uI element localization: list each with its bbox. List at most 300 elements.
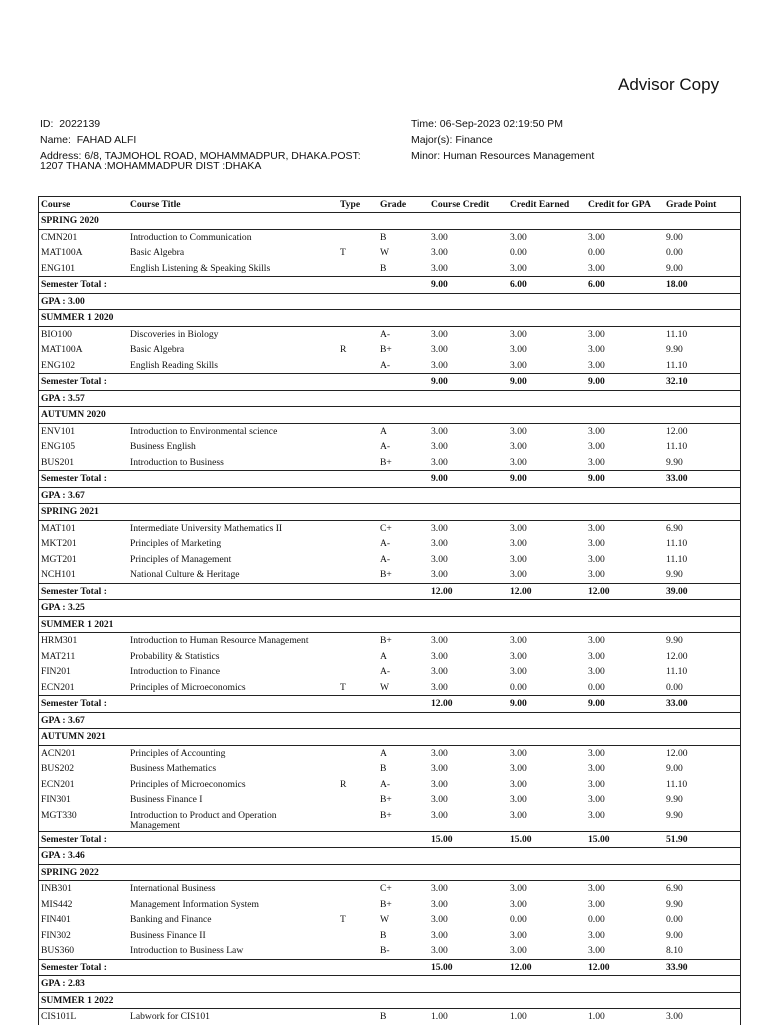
semester-gpa: GPA : 3.46	[41, 850, 85, 861]
name-label: Name:	[40, 134, 71, 146]
id-label: ID:	[40, 118, 54, 130]
course-grade: A	[380, 650, 387, 662]
course-title: Principles of Marketing	[130, 538, 222, 549]
grade-point: 11.10	[666, 553, 688, 565]
course-credit: 3.00	[431, 441, 448, 452]
semester-total-row	[39, 276, 740, 293]
credit-for-gpa: 0.00	[588, 247, 605, 258]
total-credit-gpa: 9.00	[588, 376, 605, 387]
total-grade-point: 51.90	[666, 833, 688, 845]
course-grade: A-	[380, 553, 391, 565]
semester-name: SPRING 2022	[41, 866, 99, 878]
grade-point: 9.90	[666, 794, 683, 805]
grade-point: 9.90	[666, 809, 683, 821]
course-code: BUS202	[41, 763, 75, 774]
course-code: ENV101	[41, 425, 76, 437]
grade-point: 9.00	[666, 763, 683, 774]
semester-total-label: Semester Total :	[41, 833, 107, 845]
credit-for-gpa: 3.00	[588, 231, 605, 243]
course-title: International Business	[130, 883, 216, 894]
total-course-credit: 15.00	[431, 833, 453, 845]
semester-gpa: GPA : 3.25	[41, 602, 85, 613]
student-name-row	[40, 132, 370, 148]
course-grade: A-	[380, 441, 391, 452]
course-credit: 3.00	[431, 425, 448, 437]
student-info-right	[411, 116, 741, 164]
course-grade: B-	[380, 945, 390, 956]
total-grade-point: 18.00	[666, 279, 688, 290]
course-grade: B+	[380, 635, 392, 646]
course-title: English Reading Skills	[130, 359, 218, 371]
course-code: MAT211	[41, 650, 76, 662]
course-credit: 1.00	[431, 1011, 448, 1022]
credit-earned: 3.00	[510, 553, 527, 565]
semester-heading	[39, 729, 740, 746]
minor-value: Human Resources Management	[443, 150, 595, 162]
semester-gpa-row	[39, 293, 740, 311]
grade-point: 9.00	[666, 262, 683, 274]
table-row	[39, 342, 740, 358]
course-credit: 3.00	[431, 809, 448, 821]
table-row	[39, 358, 740, 374]
grade-point: 11.10	[666, 778, 688, 790]
credit-for-gpa: 3.00	[588, 898, 605, 910]
credit-for-gpa: 3.00	[588, 809, 605, 821]
grade-point: 11.10	[666, 538, 688, 549]
total-credit-gpa: 9.00	[588, 473, 605, 484]
total-course-credit: 12.00	[431, 585, 453, 597]
course-credit: 3.00	[431, 359, 448, 371]
table-row	[39, 943, 740, 959]
course-credit: 3.00	[431, 929, 448, 941]
course-grade: B+	[380, 344, 392, 355]
credit-for-gpa: 3.00	[588, 522, 605, 534]
semester-name: AUTUMN 2020	[41, 409, 106, 420]
semester-name: AUTUMN 2021	[41, 731, 106, 742]
course-credit: 3.00	[431, 898, 448, 910]
credit-earned: 0.00	[510, 681, 527, 693]
credit-for-gpa: 3.00	[588, 456, 605, 468]
table-row	[39, 552, 740, 568]
total-credit-earned: 15.00	[510, 833, 532, 845]
total-credit-gpa: 12.00	[588, 585, 610, 597]
semester-gpa-row	[39, 975, 740, 993]
semester-total-label: Semester Total :	[41, 279, 107, 290]
col-credit-gpa: Credit for GPA	[588, 199, 651, 210]
course-title: Introduction to Finance	[130, 666, 221, 677]
semester-gpa-row	[39, 487, 740, 505]
course-grade: W	[380, 914, 390, 925]
grade-point: 9.00	[666, 929, 683, 941]
grade-point: 3.00	[666, 1011, 683, 1022]
course-code: NCH101	[41, 569, 76, 580]
table-row	[39, 327, 740, 343]
course-grade: A-	[380, 538, 391, 549]
course-credit: 3.00	[431, 522, 448, 534]
course-credit: 3.00	[431, 794, 448, 805]
course-grade: B	[380, 1011, 387, 1022]
course-title: Basic Algebra	[130, 247, 185, 258]
course-credit: 3.00	[431, 763, 448, 774]
table-row	[39, 928, 740, 944]
total-course-credit: 9.00	[431, 376, 448, 387]
credit-for-gpa: 3.00	[588, 569, 605, 580]
col-course-credit: Course Credit	[431, 199, 490, 210]
credit-for-gpa: 0.00	[588, 681, 605, 693]
semester-total-row	[39, 583, 740, 600]
credit-earned: 0.00	[510, 914, 527, 925]
grade-point: 11.10	[666, 666, 688, 677]
course-credit: 3.00	[431, 553, 448, 565]
course-code: ENG101	[41, 262, 76, 274]
course-title: Business Finance I	[130, 794, 203, 805]
table-row	[39, 664, 740, 680]
course-grade: B	[380, 929, 387, 941]
course-credit: 3.00	[431, 914, 448, 925]
credit-earned: 3.00	[510, 456, 527, 468]
credit-earned: 1.00	[510, 1011, 527, 1022]
course-code: FIN301	[41, 794, 71, 805]
course-type: R	[340, 778, 347, 790]
grade-point: 0.00	[666, 914, 683, 925]
table-row	[39, 1009, 740, 1025]
table-row	[39, 567, 740, 583]
credit-for-gpa: 3.00	[588, 441, 605, 452]
course-title: Banking and Finance	[130, 914, 212, 925]
col-course: Course	[41, 199, 71, 210]
table-row	[39, 912, 740, 928]
course-code: BUS360	[41, 945, 75, 956]
grade-point: 9.90	[666, 456, 683, 468]
credit-earned: 3.00	[510, 929, 527, 941]
course-type: T	[340, 681, 346, 693]
table-row	[39, 536, 740, 552]
course-grade: A-	[380, 778, 391, 790]
course-title: Business Finance II	[130, 929, 206, 941]
course-title: Introduction to Product and Operation Management	[130, 809, 277, 831]
table-row	[39, 245, 740, 261]
course-title: Basic Algebra	[130, 344, 185, 355]
semester-gpa: GPA : 3.67	[41, 489, 85, 501]
credit-earned: 3.00	[510, 344, 527, 355]
credit-earned: 3.00	[510, 898, 527, 910]
col-type: Type	[340, 199, 361, 210]
course-grade: B+	[380, 809, 392, 821]
credit-earned: 3.00	[510, 262, 527, 274]
course-title: Introduction to Communication	[130, 231, 252, 243]
course-code: MGT201	[41, 553, 77, 565]
total-course-credit: 15.00	[431, 961, 453, 973]
table-row	[39, 680, 740, 696]
col-grade: Grade	[380, 199, 407, 210]
course-type: T	[340, 914, 346, 925]
course-grade: B	[380, 231, 387, 243]
credit-for-gpa: 3.00	[588, 747, 605, 759]
semester-gpa-row	[39, 599, 740, 617]
col-credit-earned: Credit Earned	[510, 199, 570, 210]
grade-point: 9.00	[666, 231, 683, 243]
grade-point: 6.90	[666, 883, 683, 894]
student-address-row	[40, 151, 370, 171]
course-grade: B	[380, 763, 387, 774]
student-address: 6/8, TAJMOHOL ROAD, MOHAMMADPUR, DHAKA.POST: 1207 THANA :MOHAMMADPUR DIST :DHAKA	[40, 150, 361, 172]
transcript-table	[38, 196, 741, 1025]
credit-for-gpa: 0.00	[588, 914, 605, 925]
grade-point: 11.10	[666, 359, 688, 371]
semester-total-row	[39, 959, 740, 976]
credit-for-gpa: 3.00	[588, 929, 605, 941]
total-credit-gpa: 6.00	[588, 279, 605, 290]
course-title: Intermediate University Mathematics II	[130, 522, 283, 534]
credit-earned: 3.00	[510, 794, 527, 805]
total-course-credit: 9.00	[431, 279, 448, 290]
print-time: 06-Sep-2023 02:19:50 PM	[439, 118, 563, 130]
total-grade-point: 33.00	[666, 698, 688, 709]
grade-point: 12.00	[666, 747, 688, 759]
course-grade: A-	[380, 359, 391, 371]
course-grade: W	[380, 247, 390, 258]
table-body	[39, 213, 740, 1025]
student-info-left	[40, 116, 370, 171]
minor-row	[411, 148, 741, 164]
course-code: CMN201	[41, 231, 78, 243]
course-code: ECN201	[41, 681, 75, 693]
total-credit-earned: 9.00	[510, 473, 527, 484]
course-code: MAT101	[41, 522, 76, 534]
course-credit: 3.00	[431, 247, 448, 258]
semester-total-label: Semester Total :	[41, 473, 107, 484]
total-credit-earned: 9.00	[510, 376, 527, 387]
total-credit-gpa: 15.00	[588, 833, 610, 845]
semester-gpa-row	[39, 390, 740, 408]
semester-gpa-row	[39, 847, 740, 865]
major-value: Finance	[455, 134, 493, 146]
course-title: National Culture & Heritage	[130, 569, 240, 580]
course-title: English Listening & Speaking Skills	[130, 262, 271, 274]
grade-point: 0.00	[666, 681, 683, 693]
course-code: MAT100A	[41, 247, 83, 258]
course-grade: A	[380, 747, 387, 759]
semester-total-label: Semester Total :	[41, 698, 107, 709]
credit-earned: 3.00	[510, 231, 527, 243]
grade-point: 0.00	[666, 247, 683, 258]
student-name: FAHAD ALFI	[76, 134, 137, 146]
grade-point: 9.90	[666, 344, 683, 355]
course-title: Business English	[130, 441, 196, 452]
credit-earned: 3.00	[510, 522, 527, 534]
credit-earned: 3.00	[510, 359, 527, 371]
table-row	[39, 230, 740, 246]
semester-gpa: GPA : 3.57	[41, 392, 85, 404]
student-id: 2022139	[59, 118, 101, 130]
credit-for-gpa: 3.00	[588, 650, 605, 662]
credit-earned: 3.00	[510, 569, 527, 580]
course-code: MKT201	[41, 538, 77, 549]
course-grade: A	[380, 425, 387, 437]
table-row	[39, 424, 740, 440]
grade-point: 9.90	[666, 635, 683, 646]
total-grade-point: 33.00	[666, 473, 688, 484]
semester-name: SUMMER 1 2022	[41, 994, 114, 1006]
semester-name: SPRING 2020	[41, 215, 99, 226]
table-row	[39, 261, 740, 277]
total-credit-earned: 12.00	[510, 585, 532, 597]
grade-point: 11.10	[666, 328, 688, 340]
credit-for-gpa: 3.00	[588, 945, 605, 956]
credit-for-gpa: 3.00	[588, 666, 605, 677]
course-grade: C+	[380, 883, 392, 894]
course-title: Introduction to Business	[130, 456, 224, 468]
course-grade: B	[380, 262, 387, 274]
credit-earned: 3.00	[510, 763, 527, 774]
credit-earned: 3.00	[510, 945, 527, 956]
col-grade-point: Grade Point	[666, 199, 717, 210]
course-title: Probability & Statistics	[130, 650, 220, 662]
total-credit-earned: 6.00	[510, 279, 527, 290]
table-row	[39, 777, 740, 793]
total-course-credit: 9.00	[431, 473, 448, 484]
course-credit: 3.00	[431, 328, 448, 340]
course-code: MGT330	[41, 809, 77, 821]
credit-earned: 3.00	[510, 328, 527, 340]
credit-for-gpa: 3.00	[588, 794, 605, 805]
course-code: ACN201	[41, 747, 76, 759]
course-code: CIS101L	[41, 1011, 77, 1022]
course-credit: 3.00	[431, 666, 448, 677]
course-grade: A-	[380, 666, 391, 677]
credit-earned: 3.00	[510, 635, 527, 646]
course-credit: 3.00	[431, 456, 448, 468]
semester-name: SUMMER 1 2020	[41, 312, 114, 323]
table-row	[39, 455, 740, 471]
semester-total-label: Semester Total :	[41, 585, 107, 597]
course-title: Business Mathematics	[130, 763, 217, 774]
course-title: Introduction to Environmental science	[130, 425, 278, 437]
course-type: R	[340, 344, 347, 355]
total-credit-earned: 12.00	[510, 961, 532, 973]
course-credit: 3.00	[431, 231, 448, 243]
credit-for-gpa: 3.00	[588, 883, 605, 894]
course-title: Principles of Microeconomics	[130, 778, 246, 790]
credit-earned: 3.00	[510, 778, 527, 790]
semester-gpa-row	[39, 712, 740, 730]
course-title: Introduction to Business Law	[130, 945, 244, 956]
course-credit: 3.00	[431, 650, 448, 662]
credit-earned: 3.00	[510, 441, 527, 452]
minor-label: Minor:	[411, 150, 441, 162]
table-row	[39, 439, 740, 455]
course-code: BUS201	[41, 456, 75, 468]
course-credit: 3.00	[431, 344, 448, 355]
grade-point: 8.10	[666, 945, 683, 956]
course-grade: C+	[380, 522, 392, 534]
course-credit: 3.00	[431, 945, 448, 956]
course-code: ENG105	[41, 441, 76, 452]
semester-total-row	[39, 695, 740, 712]
course-code: MAT100A	[41, 344, 83, 355]
course-credit: 3.00	[431, 538, 448, 549]
major-label: Major(s):	[411, 134, 453, 146]
credit-for-gpa: 3.00	[588, 635, 605, 646]
course-grade: W	[380, 681, 390, 693]
time-row	[411, 116, 741, 132]
table-row	[39, 746, 740, 762]
credit-for-gpa: 3.00	[588, 359, 605, 371]
course-credit: 3.00	[431, 635, 448, 646]
total-credit-gpa: 12.00	[588, 961, 610, 973]
address-label: Address:	[40, 150, 82, 162]
course-grade: B+	[380, 794, 392, 805]
course-grade: B+	[380, 456, 392, 468]
table-row	[39, 808, 740, 831]
semester-total-row	[39, 470, 740, 487]
grade-point: 9.90	[666, 569, 683, 580]
student-id-row	[40, 116, 370, 132]
course-code: BIO100	[41, 328, 72, 340]
course-title: Principles of Microeconomics	[130, 681, 246, 693]
semester-name: SPRING 2021	[41, 506, 99, 517]
credit-earned: 3.00	[510, 425, 527, 437]
table-header	[39, 197, 740, 213]
semester-heading	[39, 865, 740, 882]
total-grade-point: 39.00	[666, 585, 688, 597]
credit-earned: 3.00	[510, 883, 527, 894]
course-grade: A-	[380, 328, 391, 340]
course-code: INB301	[41, 883, 72, 894]
semester-gpa: GPA : 3.67	[41, 714, 85, 726]
course-title: Discoveries in Biology	[130, 328, 219, 340]
semester-heading	[39, 993, 740, 1010]
course-code: ENG102	[41, 359, 76, 371]
total-grade-point: 32.10	[666, 376, 688, 387]
credit-for-gpa: 3.00	[588, 553, 605, 565]
semester-heading	[39, 213, 740, 230]
course-title: Introduction to Human Resource Management	[130, 635, 309, 646]
course-title: Principles of Accounting	[130, 747, 226, 759]
semester-name: SUMMER 1 2021	[41, 618, 114, 630]
table-row	[39, 521, 740, 537]
course-title: Principles of Management	[130, 553, 232, 565]
total-grade-point: 33.90	[666, 961, 688, 973]
credit-earned: 3.00	[510, 747, 527, 759]
course-code: FIN401	[41, 914, 71, 925]
table-row	[39, 897, 740, 913]
major-row	[411, 132, 741, 148]
course-grade: B+	[380, 898, 392, 910]
semester-gpa: GPA : 2.83	[41, 978, 85, 989]
grade-point: 6.90	[666, 522, 683, 534]
course-code: MIS442	[41, 898, 73, 910]
course-credit: 3.00	[431, 883, 448, 894]
course-title: Management Information System	[130, 898, 259, 910]
table-row	[39, 792, 740, 808]
semester-total-label: Semester Total :	[41, 376, 107, 387]
course-title: Labwork for CIS101	[130, 1011, 210, 1022]
semester-heading	[39, 310, 740, 327]
credit-earned: 3.00	[510, 650, 527, 662]
grade-point: 12.00	[666, 650, 688, 662]
semester-total-label: Semester Total :	[41, 961, 107, 973]
table-row	[39, 633, 740, 649]
semester-heading	[39, 617, 740, 634]
table-row	[39, 649, 740, 665]
total-course-credit: 12.00	[431, 698, 453, 709]
course-credit: 3.00	[431, 778, 448, 790]
credit-for-gpa: 3.00	[588, 344, 605, 355]
semester-heading	[39, 407, 740, 424]
credit-earned: 0.00	[510, 247, 527, 258]
course-credit: 3.00	[431, 747, 448, 759]
